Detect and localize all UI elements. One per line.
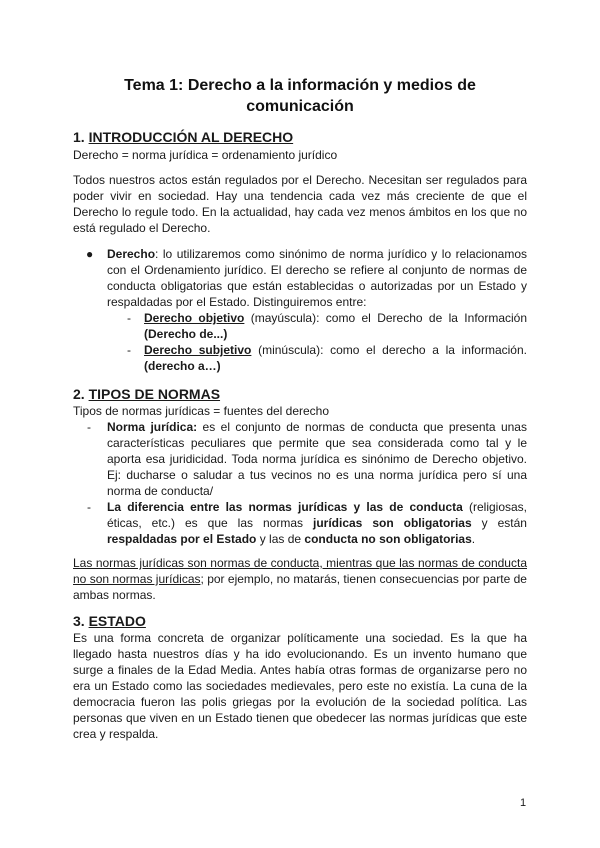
bullet-text: : lo utilizaremos como sinónimo de norma jurídico y lo relacionamos con el Ordenamiento jurídico. El derecho se refiere al conjunto de normas de conducta obligatorias que están establecidas o autorizadas por un Estado y respaldadas por el Estado. Distinguiremos entre: bbox=[107, 247, 527, 309]
dash-item-text-3: y las de bbox=[256, 532, 305, 546]
section-2-number: 2. bbox=[73, 386, 85, 402]
section-2-title: TIPOS DE NORMAS bbox=[88, 386, 221, 402]
section-2-paragraph bbox=[73, 555, 527, 603]
dash-item-bold-4: conducta no son obligatorias bbox=[304, 532, 472, 546]
sub-item-derecho-objetivo bbox=[73, 310, 527, 342]
dash-icon: - bbox=[87, 420, 91, 434]
section-3-paragraph-text: Es una forma concreta de organizar políticamente una sociedad. Es la que ha llegado hasta nuestros días y ha ido evolucionando. Es un invento humano que surge a finales de la Edad Media. Antes había otras formas de organizarse pero no era un Estado como las sociedades medievales, pero este no existía. La cuna de la democracia fueron las polis griegas por la evolución de la sociedad política. Las personas que viven en un Estado tienen que obedecer las normas jurídicas que este crea y respalda. bbox=[73, 631, 527, 741]
section-3-title: ESTADO bbox=[88, 613, 146, 629]
dash-icon: - bbox=[87, 500, 91, 514]
dash-item-text-2: y están bbox=[471, 516, 527, 530]
section-1-bullet-list bbox=[73, 246, 527, 374]
section-2-heading bbox=[73, 385, 220, 403]
sub-item-bold: (derecho a…) bbox=[144, 359, 221, 373]
section-2-underlined-text: Las normas jurídicas son normas de conducta, mientras que las normas de conducta no son normas jurídicas bbox=[73, 556, 527, 586]
sub-item-term: Derecho objetivo bbox=[144, 311, 245, 325]
section-2-dash-list bbox=[73, 419, 527, 547]
section-1-number: 1. bbox=[73, 129, 85, 145]
bullet-dot-icon: ● bbox=[86, 247, 94, 261]
section-1-definition-text: Derecho = norma jurídica = ordenamiento jurídico bbox=[73, 148, 338, 162]
sub-item-bold: (Derecho de...) bbox=[144, 327, 228, 341]
bullet-term: Derecho bbox=[107, 247, 156, 261]
dash-icon: - bbox=[127, 311, 131, 325]
section-2-definition-text: Tipos de normas jurídicas = fuentes del derecho bbox=[73, 404, 330, 418]
section-1-definition bbox=[73, 147, 527, 163]
page-number: 1 bbox=[520, 797, 527, 809]
dash-icon: - bbox=[127, 343, 131, 357]
section-3-heading bbox=[73, 612, 146, 630]
dash-item-bold-2: jurídicas son obligatorias bbox=[312, 516, 472, 530]
section-3-number: 3. bbox=[73, 613, 85, 629]
dash-item-bold-1: La diferencia entre las normas jurídicas y las de conducta bbox=[107, 500, 463, 514]
dash-item-norma-juridica bbox=[73, 419, 527, 499]
dash-item-text-4: . bbox=[471, 532, 476, 546]
dash-item-diferencia bbox=[73, 499, 527, 547]
section-1-paragraph-text: Todos nuestros actos están regulados por el Derecho. Necesitan ser regulados para poder vivir en sociedad. Hay una tendencia cada vez más creciente de que el Derecho lo regule todo. En la actualidad, hay cada vez menos ámbitos en los que no está regulado el Derecho. bbox=[73, 173, 527, 235]
sub-item-text: (mayúscula): como el Derecho de la Información bbox=[244, 311, 527, 325]
sub-item-text: (minúscula): como el derecho a la información. bbox=[251, 343, 527, 357]
section-1-paragraph bbox=[73, 172, 527, 236]
section-1-title: INTRODUCCIÓN AL DERECHO bbox=[88, 129, 294, 145]
document-title: Tema 1: Derecho a la información y medios de comunicación bbox=[124, 77, 476, 115]
section-2-paragraph-rest: ; por ejemplo, no matarás, tienen consecuencias por parte de ambas normas. bbox=[73, 572, 527, 602]
section-2-definition bbox=[73, 403, 527, 419]
dash-item-bold-3: respaldadas por el Estado bbox=[107, 532, 257, 546]
dash-item-text-1: (religiosas, éticas, etc.) es que las normas bbox=[107, 500, 528, 530]
section-1-heading bbox=[73, 128, 293, 146]
section-3-paragraph bbox=[73, 630, 527, 742]
dash-item-text: es el conjunto de normas de conducta que presenta unas características peculiares que permite que sea considerada como tal y le aporta esa juridicidad. Toda norma jurídica es sinónimo de Derecho objetivo. Ej: ducharse o saludar a tus vecinos no es una norma jurídica pero sí una norma de conducta/ bbox=[107, 420, 527, 498]
sub-item-derecho-subjetivo bbox=[73, 342, 527, 374]
bullet-item-derecho bbox=[73, 246, 527, 310]
dash-item-term: Norma jurídica: bbox=[107, 420, 198, 434]
sub-item-term: Derecho subjetivo bbox=[144, 343, 252, 357]
